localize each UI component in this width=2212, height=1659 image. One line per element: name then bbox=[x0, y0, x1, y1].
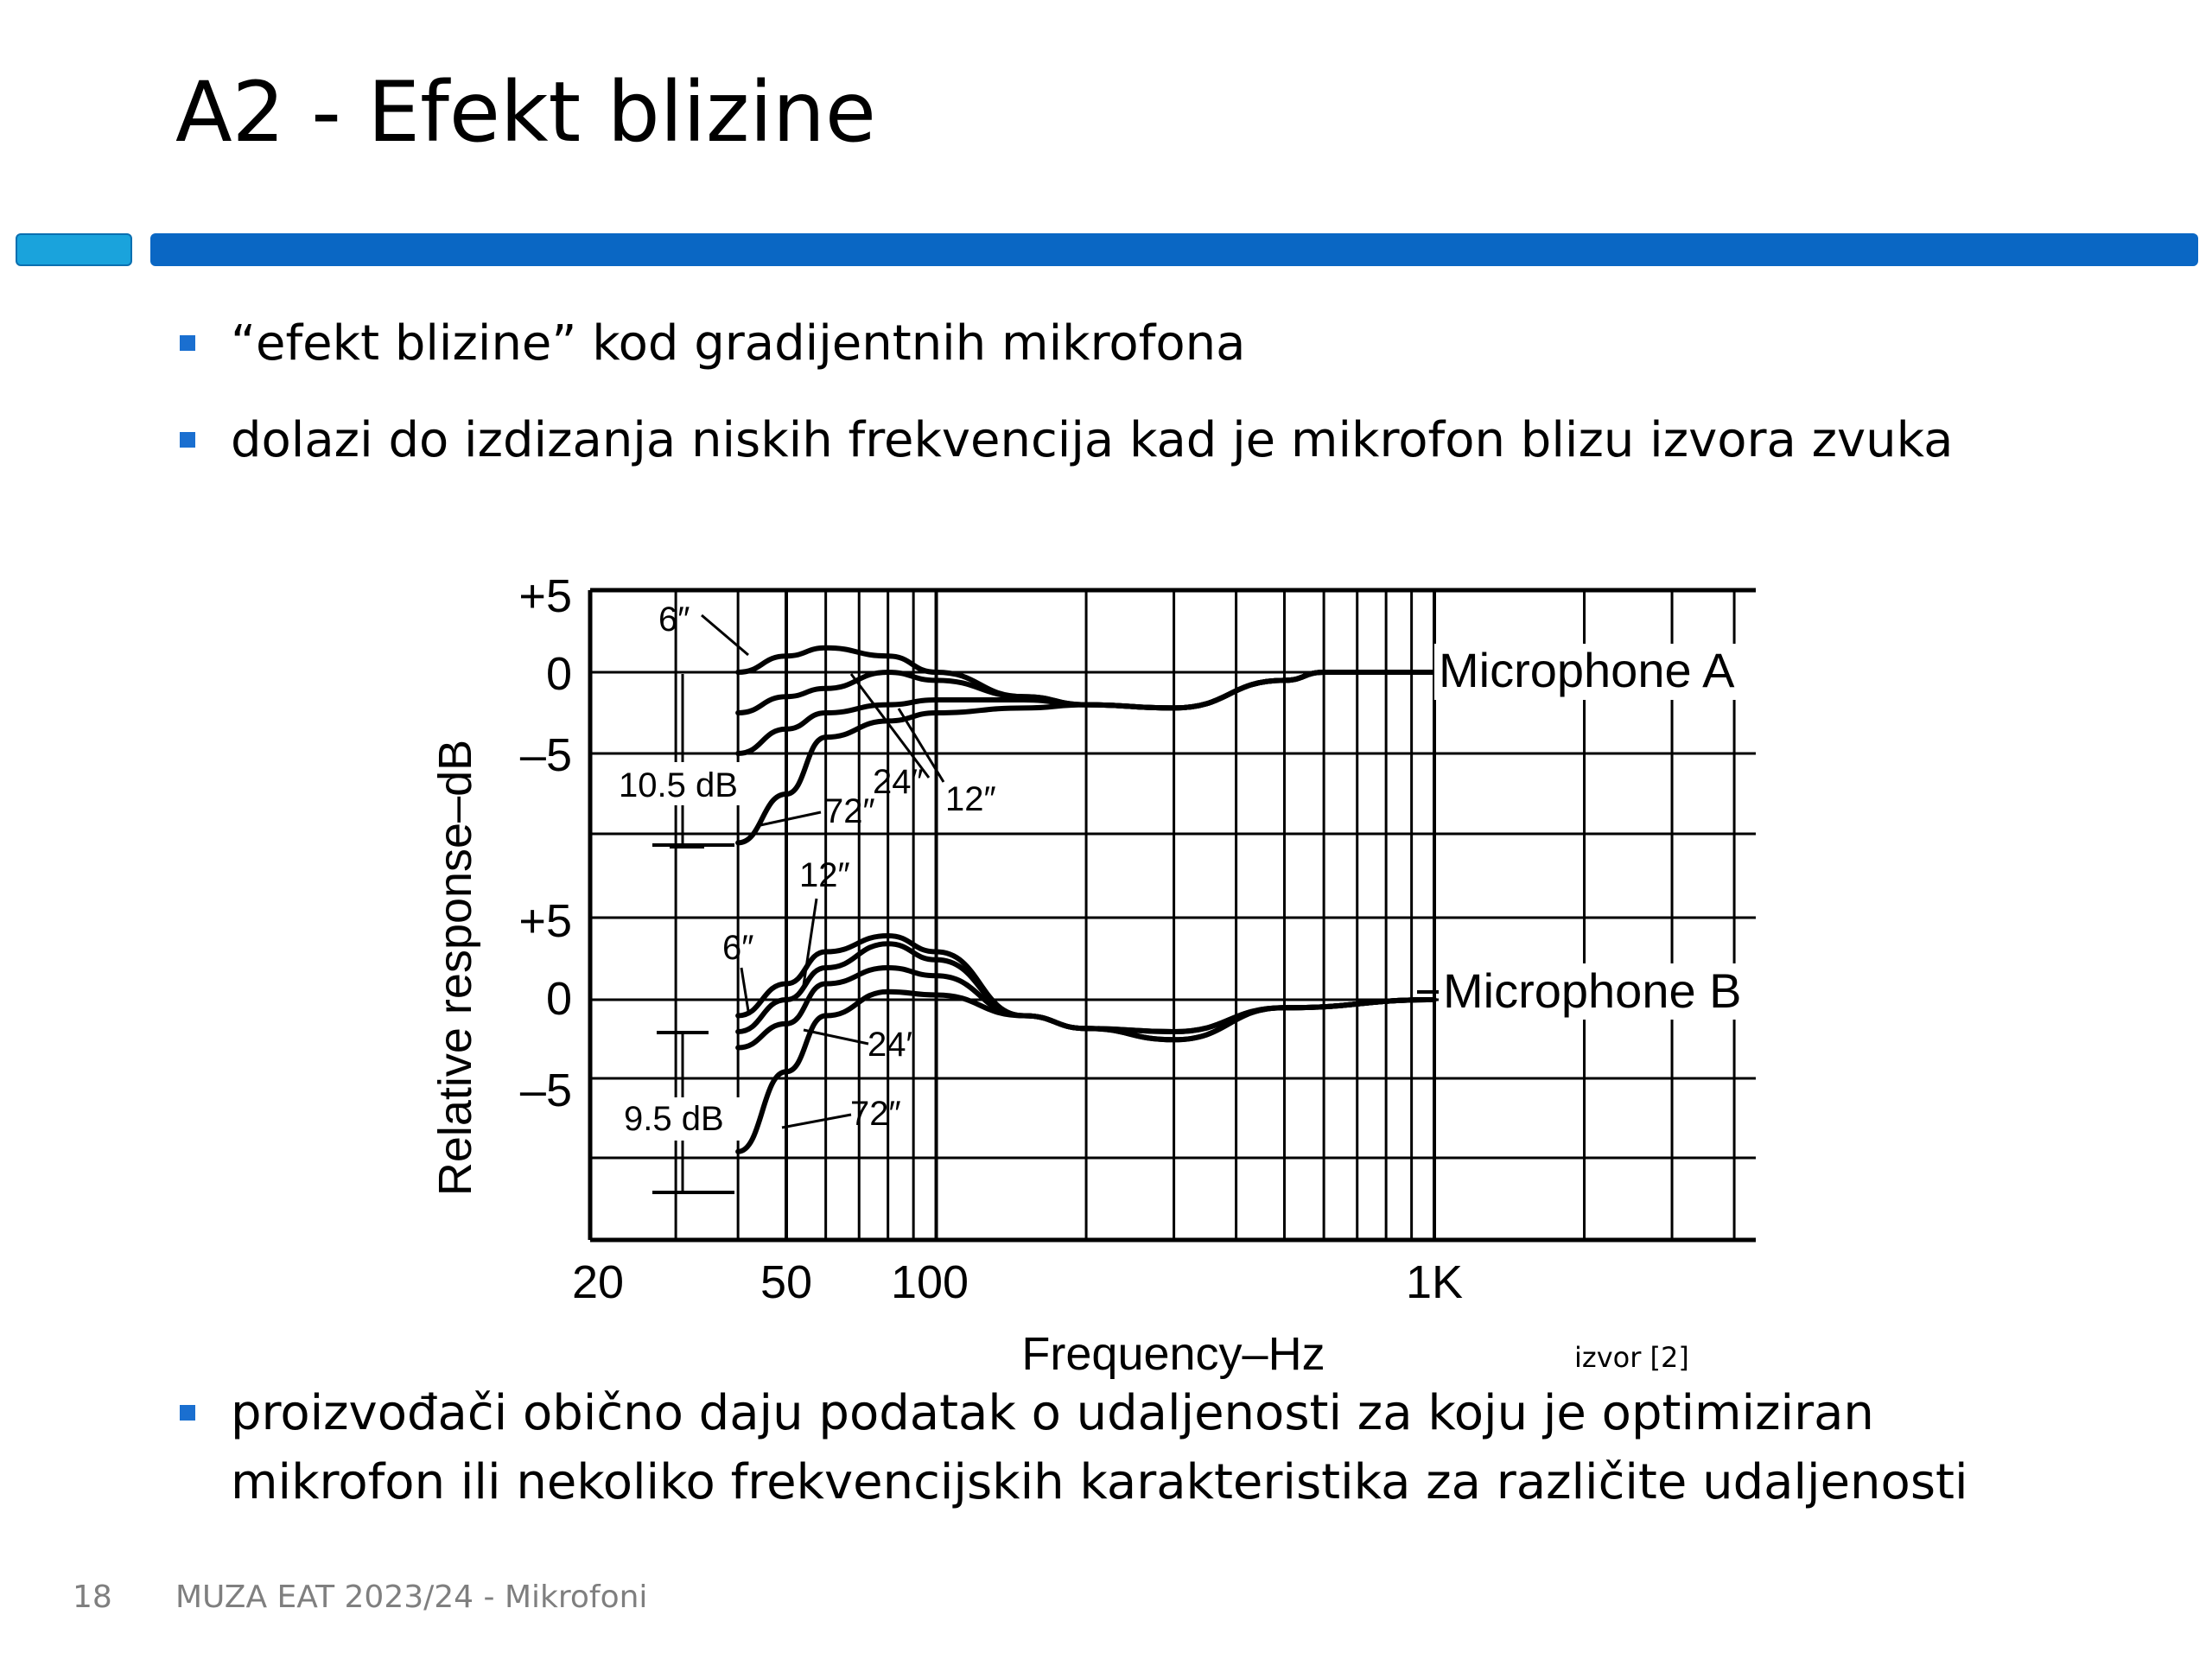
curve-label: 6″ bbox=[658, 601, 690, 639]
source-note: izvor [2] bbox=[1574, 1341, 1689, 1374]
y-tick-label: +5 bbox=[518, 895, 572, 947]
y-tick-label: –5 bbox=[519, 1065, 572, 1116]
bullet-text: dolazi do izdizanja niskih frekvencija kad je mikrofon blizu izvora zvuka bbox=[231, 412, 1954, 468]
bullet-item bbox=[177, 1379, 2164, 1517]
span-label-b: 9.5 dB bbox=[624, 1100, 724, 1138]
y-axis-label: Relative response–dB bbox=[429, 739, 481, 1197]
slide-title: A2 - Efekt blizine bbox=[175, 64, 876, 161]
bullet-text: “efekt blizine” kod gradijentnih mikrofona bbox=[231, 315, 1246, 372]
curve-label: 12″ bbox=[799, 856, 850, 894]
span-label-a: 10.5 dB bbox=[619, 766, 738, 804]
y-tick-label: 0 bbox=[545, 973, 572, 1025]
curve-leader bbox=[782, 1115, 851, 1128]
y-tick-label: +5 bbox=[518, 570, 572, 622]
curve-leader bbox=[702, 615, 748, 655]
x-tick-label: 20 bbox=[571, 1256, 625, 1308]
curve-label: 72″ bbox=[824, 792, 875, 830]
curve-label: 24″ bbox=[873, 763, 924, 801]
curve-label: 12″ bbox=[945, 780, 996, 818]
page-number: 18 bbox=[73, 1580, 112, 1615]
curve-label: 24′ bbox=[868, 1026, 912, 1064]
curve-label: 72″ bbox=[850, 1095, 901, 1133]
bullet-text: proizvođači obično daju podatak o udaljenosti za koju je optimiziran bbox=[231, 1385, 1874, 1441]
curve-label: 6″ bbox=[722, 929, 754, 967]
x-tick-label: 50 bbox=[760, 1256, 813, 1308]
x-tick-label: 1K bbox=[1405, 1256, 1464, 1308]
x-tick-label: 100 bbox=[890, 1256, 969, 1308]
y-tick-label: –5 bbox=[519, 729, 572, 781]
microphone-b-label: Microphone B bbox=[1443, 963, 1742, 1018]
curve-leader bbox=[760, 812, 821, 825]
microphone-a-label: Microphone A bbox=[1439, 643, 1735, 697]
y-tick-label: 0 bbox=[545, 648, 572, 700]
bullet-text: mikrofon ili nekoliko frekvencijskih karakteristika za različite udaljenosti bbox=[231, 1454, 1968, 1510]
bullet-square-icon bbox=[180, 1405, 195, 1421]
curve-leader bbox=[741, 968, 748, 1011]
x-axis-label: Frequency–Hz bbox=[1021, 1328, 1325, 1380]
footer-text: MUZA EAT 2023/24 - Mikrofoni bbox=[175, 1580, 648, 1615]
